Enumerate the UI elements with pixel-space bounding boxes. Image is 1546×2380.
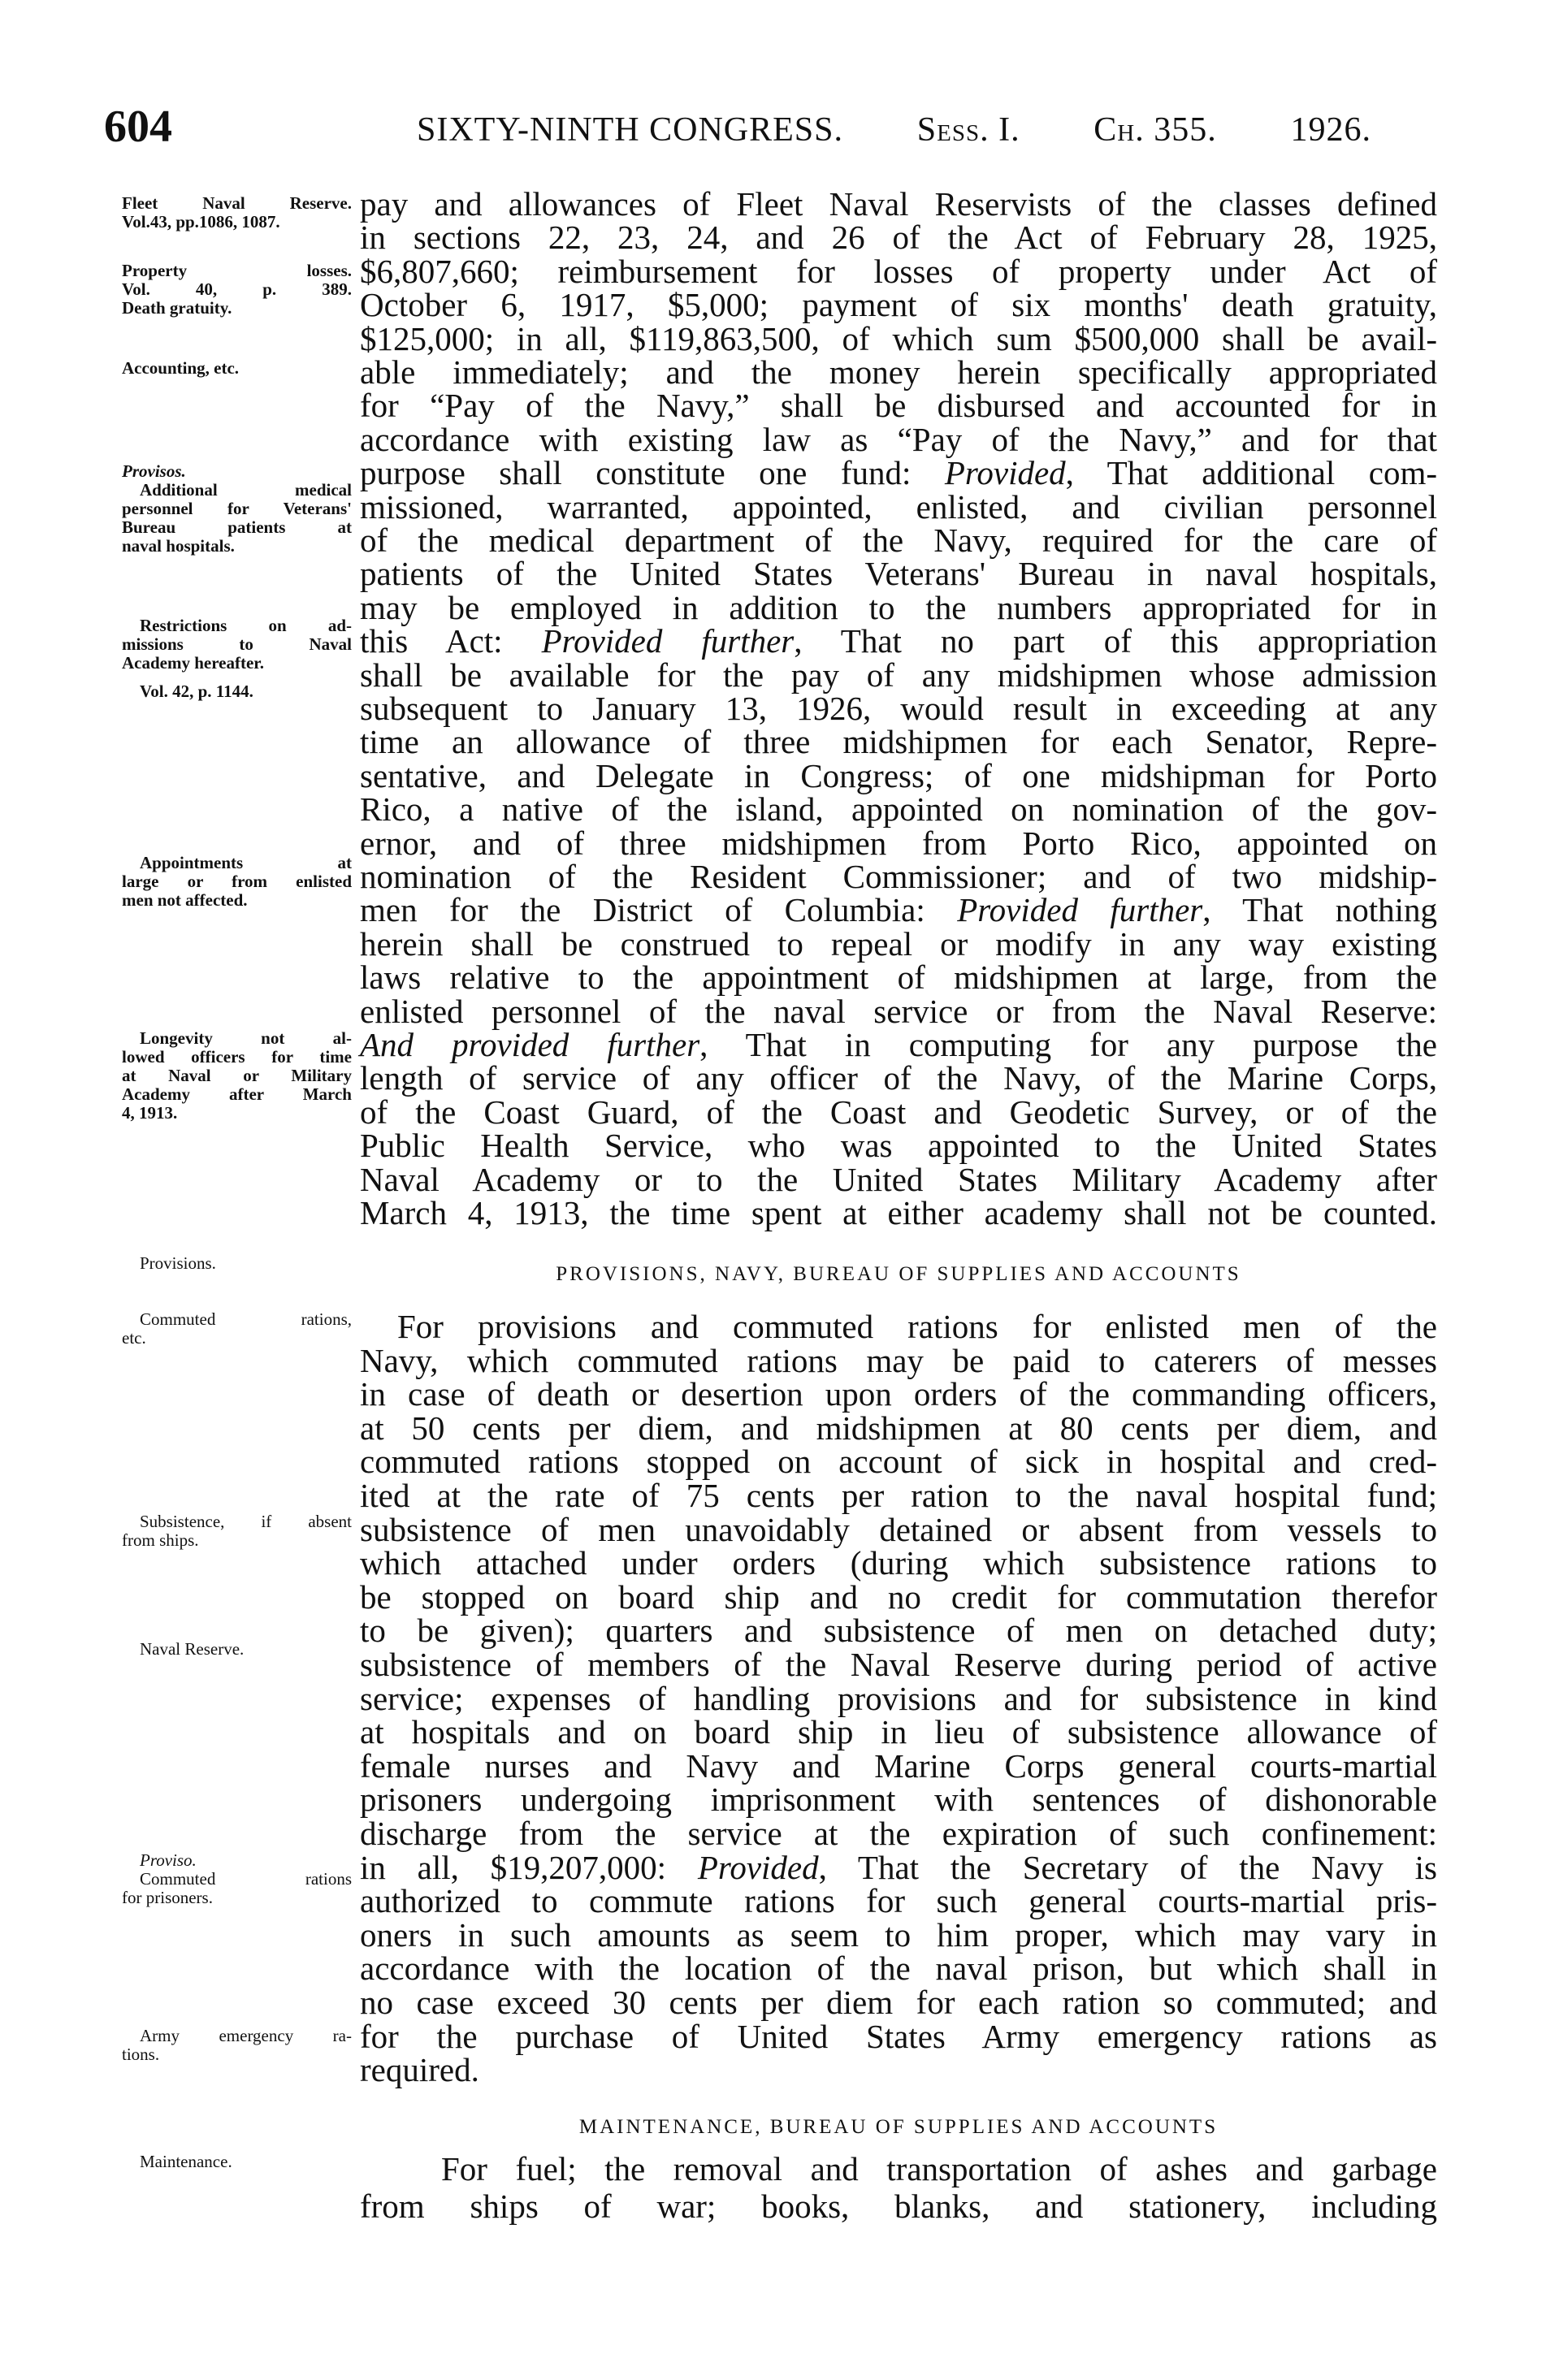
margin-note-line: tions.: [122, 2045, 160, 2064]
running-head-chapter: Ch. 355.: [1093, 111, 1217, 149]
body-text-line: pay and allowances of Fleet Naval Reservists of the classes defined: [360, 185, 1437, 223]
text-run: this Act:: [360, 622, 542, 660]
margin-note-line: Vol.43, pp.1086, 1087.: [122, 212, 280, 232]
body-text-line: to be given); quarters and subsistence of men on detached duty;: [360, 1612, 1437, 1650]
margin-note-line: Naval Reserve.: [140, 1639, 245, 1659]
margin-note-line: Commuted rations,: [140, 1309, 352, 1329]
margin-note: [122, 2027, 352, 2064]
body-text-line: laws relative to the appointment of midshipmen at large, from the: [360, 958, 1437, 997]
body-text-line: [360, 456, 1437, 490]
margin-note-line: Property losses.: [122, 261, 352, 280]
body-text-line: [360, 624, 1437, 658]
margin-note: [122, 1029, 352, 1123]
body-text-line: missioned, warranted, appointed, enlisted, and civilian personnel: [360, 487, 1437, 526]
body-text-line: time an allowance of three midshipmen for each Senator, Repre-: [360, 723, 1437, 761]
margin-note: [122, 1851, 352, 1907]
margin-note-line: Commuted rations: [140, 1869, 352, 1889]
body-text-line: authorized to commute rations for such general courts-martial pris-: [360, 1882, 1437, 1920]
body-text-line: may be employed in addition to the numbers appropriated for in: [360, 588, 1437, 626]
margin-note: [122, 617, 352, 673]
italic-proviso: Provided: [697, 1848, 819, 1886]
body-text-line: [360, 893, 1437, 927]
body-text-line: accordance with existing law as “Pay of the Navy,” and for that: [360, 420, 1437, 458]
body-text-line: subsistence of men unavoidably detained or absent from vessels to: [360, 1510, 1437, 1548]
text-run: , That nothing: [1202, 891, 1438, 929]
italic-proviso: Provided: [944, 454, 1066, 492]
body-text-line: for the purchase of United States Army emergency rations as: [360, 2017, 1437, 2055]
margin-note-line: Vol. 40, p. 389.: [122, 279, 352, 299]
italic-proviso: Provided further: [541, 622, 795, 660]
italic-proviso: And provided further: [360, 1026, 700, 1063]
margin-note-line: Subsistence, if absent: [140, 1512, 352, 1531]
text-run: , That the Secretary of the Navy is: [818, 1848, 1438, 1886]
margin-note-line: naval hospitals.: [122, 536, 235, 556]
page-number: 604: [104, 102, 172, 152]
margin-note: [122, 2153, 352, 2171]
running-head-session: Sess. I.: [916, 111, 1020, 149]
margin-note: [122, 359, 352, 378]
margin-note-line: large or from enlisted: [122, 872, 352, 891]
text-run: , That in computing for any purpose the: [699, 1026, 1438, 1063]
margin-note: [122, 262, 352, 318]
body-text-line: ernor, and of three midshipmen from Porto Rico, appointed on: [360, 824, 1437, 862]
body-text-line: $125,000; in all, $119,863,500, of which sum $500,000 shall be avail-: [360, 319, 1437, 357]
margin-note-line: Vol. 42, p. 1144.: [140, 682, 253, 701]
body-text-line: ited at the rate of 75 cents per ration to the naval hospital fund;: [360, 1477, 1437, 1514]
margin-note-line: at Naval or Military: [122, 1066, 352, 1085]
section-heading: MAINTENANCE, BUREAU OF SUPPLIES AND ACCOUNTS: [578, 2116, 1219, 2138]
margin-note-line: etc.: [122, 1328, 146, 1348]
margin-note-line: Additional medical: [140, 480, 352, 500]
margin-note-line: Restrictions on ad-: [140, 616, 352, 635]
body-text-line: female nurses and Navy and Marine Corps general courts-martial: [360, 1746, 1437, 1785]
margin-note-line: missions to Naval: [122, 634, 352, 654]
body-text-line: in case of death or desertion upon orders of the commanding officers,: [360, 1375, 1437, 1413]
margin-note-line: Death gratuity.: [122, 298, 232, 318]
text-run: men for the District of Columbia:: [360, 891, 958, 929]
margin-note-line: lowed officers for time: [122, 1047, 352, 1067]
margin-note: [122, 462, 352, 556]
margin-note-line: Bureau patients at: [122, 517, 352, 537]
body-text-line: able immediately; and the money herein specifically appropriated: [360, 353, 1437, 391]
body-text-line: shall be available for the pay of any midshipmen whose admission: [360, 656, 1437, 694]
body-text-line: accordance with the location of the naval prison, but which shall in: [360, 1949, 1437, 1988]
body-text-line: Navy, which commuted rations may be paid to caterers of messes: [360, 1341, 1437, 1379]
body-text-line: commuted rations stopped on account of sick in hospital and cred-: [360, 1443, 1437, 1481]
margin-note: [122, 1254, 352, 1273]
margin-note-line: personnel for Veterans': [122, 499, 352, 518]
margin-note: [122, 1512, 352, 1550]
body-text-line: Rico, a native of the island, appointed on nomination of the gov-: [360, 790, 1437, 829]
body-text-line: no case exceed 30 cents per diem for each ration so commuted; and: [360, 1984, 1437, 2021]
body-text-line: at 50 cents per diem, and midshipmen at 80 cents per diem, and: [360, 1409, 1437, 1447]
margin-note-line: Longevity not al-: [140, 1028, 352, 1048]
body-text-line: at hospitals and on board ship in lieu of subsistence allowance of: [360, 1713, 1437, 1751]
margin-note: [122, 1640, 352, 1659]
margin-note-line: Army emergency ra-: [140, 2026, 352, 2045]
margin-note-line: Proviso.: [140, 1850, 197, 1870]
body-text-line: in sections 22, 23, 24, and 26 of the Act of February 28, 1925,: [360, 219, 1437, 257]
text-run: in all, $19,207,000:: [360, 1848, 698, 1886]
margin-note: [122, 1310, 352, 1348]
margin-note-line: Maintenance.: [140, 2152, 232, 2171]
text-run: , That additional com-: [1065, 454, 1437, 492]
body-text-line: discharge from the service at the expiration of such confinement:: [360, 1815, 1437, 1852]
margin-note-line: Appointments at: [140, 853, 352, 872]
body-text-line: nomination of the Resident Commissioner; and of two midship-: [360, 858, 1437, 895]
body-text-line: be stopped on board ship and no credit for commutation therefor: [360, 1577, 1437, 1616]
margin-note-line: Academy hereafter.: [122, 653, 264, 673]
body-text-line: enlisted personnel of the naval service or from the Naval Reserve:: [360, 992, 1437, 1030]
margin-note: [122, 682, 352, 701]
body-text-line: oners in such amounts as seem to him proper, which may vary in: [360, 1915, 1437, 1954]
body-text-line: of the medical department of the Navy, required for the care of: [360, 521, 1437, 559]
body-text-line: which attached under orders (during which subsistence rations to: [360, 1544, 1437, 1582]
margin-note: [122, 854, 352, 910]
margin-note-line: Accounting, etc.: [122, 358, 240, 378]
body-text-line: length of service of any officer of the Navy, of the Marine Corps,: [360, 1059, 1437, 1097]
body-text-line: [360, 1028, 1437, 1062]
margin-note: [122, 194, 352, 232]
italic-proviso: Provided further: [957, 891, 1203, 929]
body-text-line: March 4, 1913, the time spent at either academy shall not be counted.: [360, 1194, 1437, 1231]
body-text-line: required.: [360, 2051, 479, 2089]
body-text-line: Naval Academy or to the United States Military Academy after: [360, 1160, 1437, 1198]
margin-note-line: 4, 1913.: [122, 1103, 178, 1123]
body-text-line: sentative, and Delegate in Congress; of one midshipman for Porto: [360, 756, 1437, 794]
body-text-line: herein shall be construed to repeal or modify in any way existing: [360, 924, 1437, 963]
body-text-line: subsequent to January 13, 1926, would result in exceeding at any: [360, 690, 1437, 727]
body-text-line: [360, 1850, 1437, 1885]
text-run: , That no part of this appropriation: [794, 622, 1437, 660]
margin-note-line: for prisoners.: [122, 1888, 213, 1907]
body-text-line: Public Health Service, who was appointed to the United States: [360, 1127, 1437, 1165]
body-text-line: For fuel; the removal and transportation of ashes and garbage: [441, 2150, 1437, 2187]
body-text-line: $6,807,660; reimbursement for losses of property under Act of: [360, 252, 1437, 290]
body-text-line: patients of the United States Veterans' Bureau in naval hospitals,: [360, 555, 1437, 593]
margin-note-line: from ships.: [122, 1530, 199, 1550]
body-text-line: For provisions and commuted rations for enlisted men of the: [397, 1308, 1437, 1345]
running-head-congress: SIXTY-NINTH CONGRESS.: [417, 111, 844, 149]
body-text-line: October 6, 1917, $5,000; payment of six months' death gratuity,: [360, 286, 1437, 324]
margin-note-line: Fleet Naval Reserve.: [122, 193, 352, 213]
section-heading: PROVISIONS, NAVY, BUREAU OF SUPPLIES AND ACCOUNTS: [556, 1263, 1241, 1285]
margin-note-line: Provisos.: [122, 461, 186, 481]
body-text-line: of the Coast Guard, of the Coast and Geodetic Survey, or of the: [360, 1093, 1437, 1131]
text-run: purpose shall constitute one fund:: [360, 454, 945, 492]
body-text-line: subsistence of members of the Naval Reserve during period of active: [360, 1646, 1437, 1683]
margin-note-line: men not affected.: [122, 890, 248, 910]
body-text-line: from ships of war; books, blanks, and stationery, including: [360, 2187, 1437, 2225]
body-text-line: prisoners undergoing imprisonment with sentences of dishonorable: [360, 1781, 1437, 1819]
body-text-line: service; expenses of handling provisions and for subsistence in kind: [360, 1679, 1437, 1717]
running-head: [417, 110, 1371, 149]
body-text-line: for “Pay of the Navy,” shall be disbursed and accounted for in: [360, 387, 1437, 425]
margin-note-line: Provisions.: [140, 1253, 216, 1273]
margin-note-line: Academy after March: [122, 1084, 352, 1104]
running-head-year: 1926.: [1290, 111, 1371, 149]
